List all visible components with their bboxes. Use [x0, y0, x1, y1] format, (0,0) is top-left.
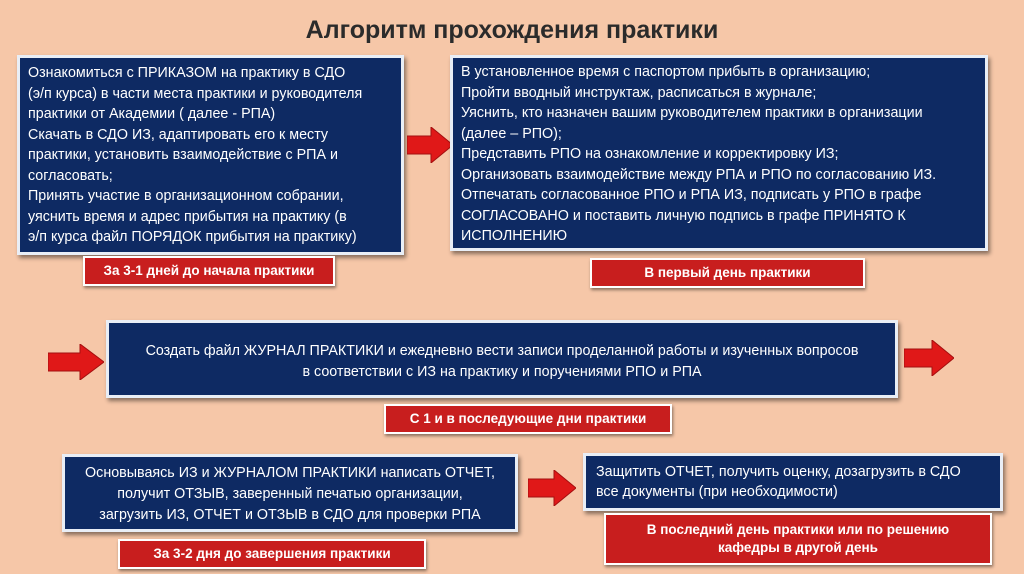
step-1-box: [17, 55, 404, 255]
step-3-box: [106, 320, 898, 398]
step-1-line: Принять участие в организационном собрании,: [28, 188, 344, 204]
arrow-right-icon: [48, 344, 104, 380]
step-2-line: ИСПОЛНЕНИЮ: [461, 228, 568, 244]
step-1-line: э/п курса файл ПОРЯДОК прибытия на практику): [28, 229, 357, 245]
step-3-timing-text: С 1 и в последующие дни практики: [409, 411, 647, 426]
step-1-line: (э/п курса) в части места практики и руководителя: [28, 85, 363, 102]
step-1-line: Ознакомиться с ПРИКАЗОМ на практику в СДО: [28, 65, 346, 81]
step-2-timing-badge: [590, 258, 865, 288]
step-2-line: Организовать взаимодействие между РПА и РПО по согласованию ИЗ.: [461, 166, 937, 183]
step-2-line: Пройти вводный инструктаж, расписаться в журнале;: [461, 84, 817, 101]
arrow-right-icon: [904, 340, 954, 376]
arrow-right-icon: [528, 470, 576, 506]
step-2-line: Представить РПО на ознакомление и корректировку ИЗ;: [461, 146, 839, 162]
step-5-box: [583, 453, 1003, 511]
step-2-line: В установленное время с паспортом прибыть в организацию;: [461, 64, 871, 80]
step-4-line: загрузить ИЗ, ОТЧЕТ и ОТЗЫВ в СДО для проверки РПА: [99, 507, 481, 523]
step-1-line: практики от Академии ( далее - РПА): [28, 106, 276, 122]
step-1-line: практики, установить взаимодействие с РПА и: [28, 147, 338, 163]
page-title: Алгоритм прохождения практики: [305, 16, 719, 44]
step-2-timing-text: В первый день практики: [644, 265, 811, 280]
step-3-line: в соответствии с ИЗ на практику и поручениями РПО и РПА: [302, 364, 702, 380]
step-5-timing-text: кафедры в другой день: [718, 540, 878, 555]
step-1-timing-badge: [83, 256, 335, 286]
step-1-line: уяснить время и адрес прибытия на практику (в: [28, 208, 347, 225]
step-4-box: [62, 454, 518, 532]
arrow-right-icon: [407, 127, 453, 163]
step-2-line: СОГЛАСОВАНО и поставить личную подпись в графе ПРИНЯТО К: [461, 207, 906, 224]
step-2-line: (далее – РПО);: [461, 125, 562, 142]
step-4-timing-text: За 3-2 дня до завершения практики: [153, 546, 391, 561]
step-5-line: все документы (при необходимости): [596, 484, 838, 500]
step-4-line: получит ОТЗЫВ, заверенный печатью организации,: [117, 486, 463, 502]
step-2-box: [450, 55, 988, 251]
step-3-line: Создать файл ЖУРНАЛ ПРАКТИКИ и ежедневно вести записи проделанной работы и изученных вопросов: [145, 343, 859, 359]
step-2-line: Отпечатать согласованное РПО и РПА ИЗ, подписать у РПО в графе: [461, 187, 922, 203]
step-3-timing-badge: [384, 404, 672, 434]
step-5-timing-text: В последний день практики или по решению: [646, 522, 950, 537]
step-1-line: Скачать в СДО ИЗ, адаптировать его к месту: [28, 126, 329, 143]
step-5-line: Защитить ОТЧЕТ, получить оценку, дозагрузить в СДО: [596, 464, 961, 480]
step-4-timing-badge: [118, 539, 426, 569]
step-1-line: согласовать;: [28, 167, 113, 184]
step-4-line: Основываясь ИЗ и ЖУРНАЛОМ ПРАКТИКИ написать ОТЧЕТ,: [85, 465, 495, 481]
step-1-timing-text: За 3-1 дней до начала практики: [103, 263, 315, 278]
step-5-timing-badge: [604, 513, 992, 565]
step-2-line: Уяснить, кто назначен вашим руководителем практики в организации: [461, 105, 923, 121]
